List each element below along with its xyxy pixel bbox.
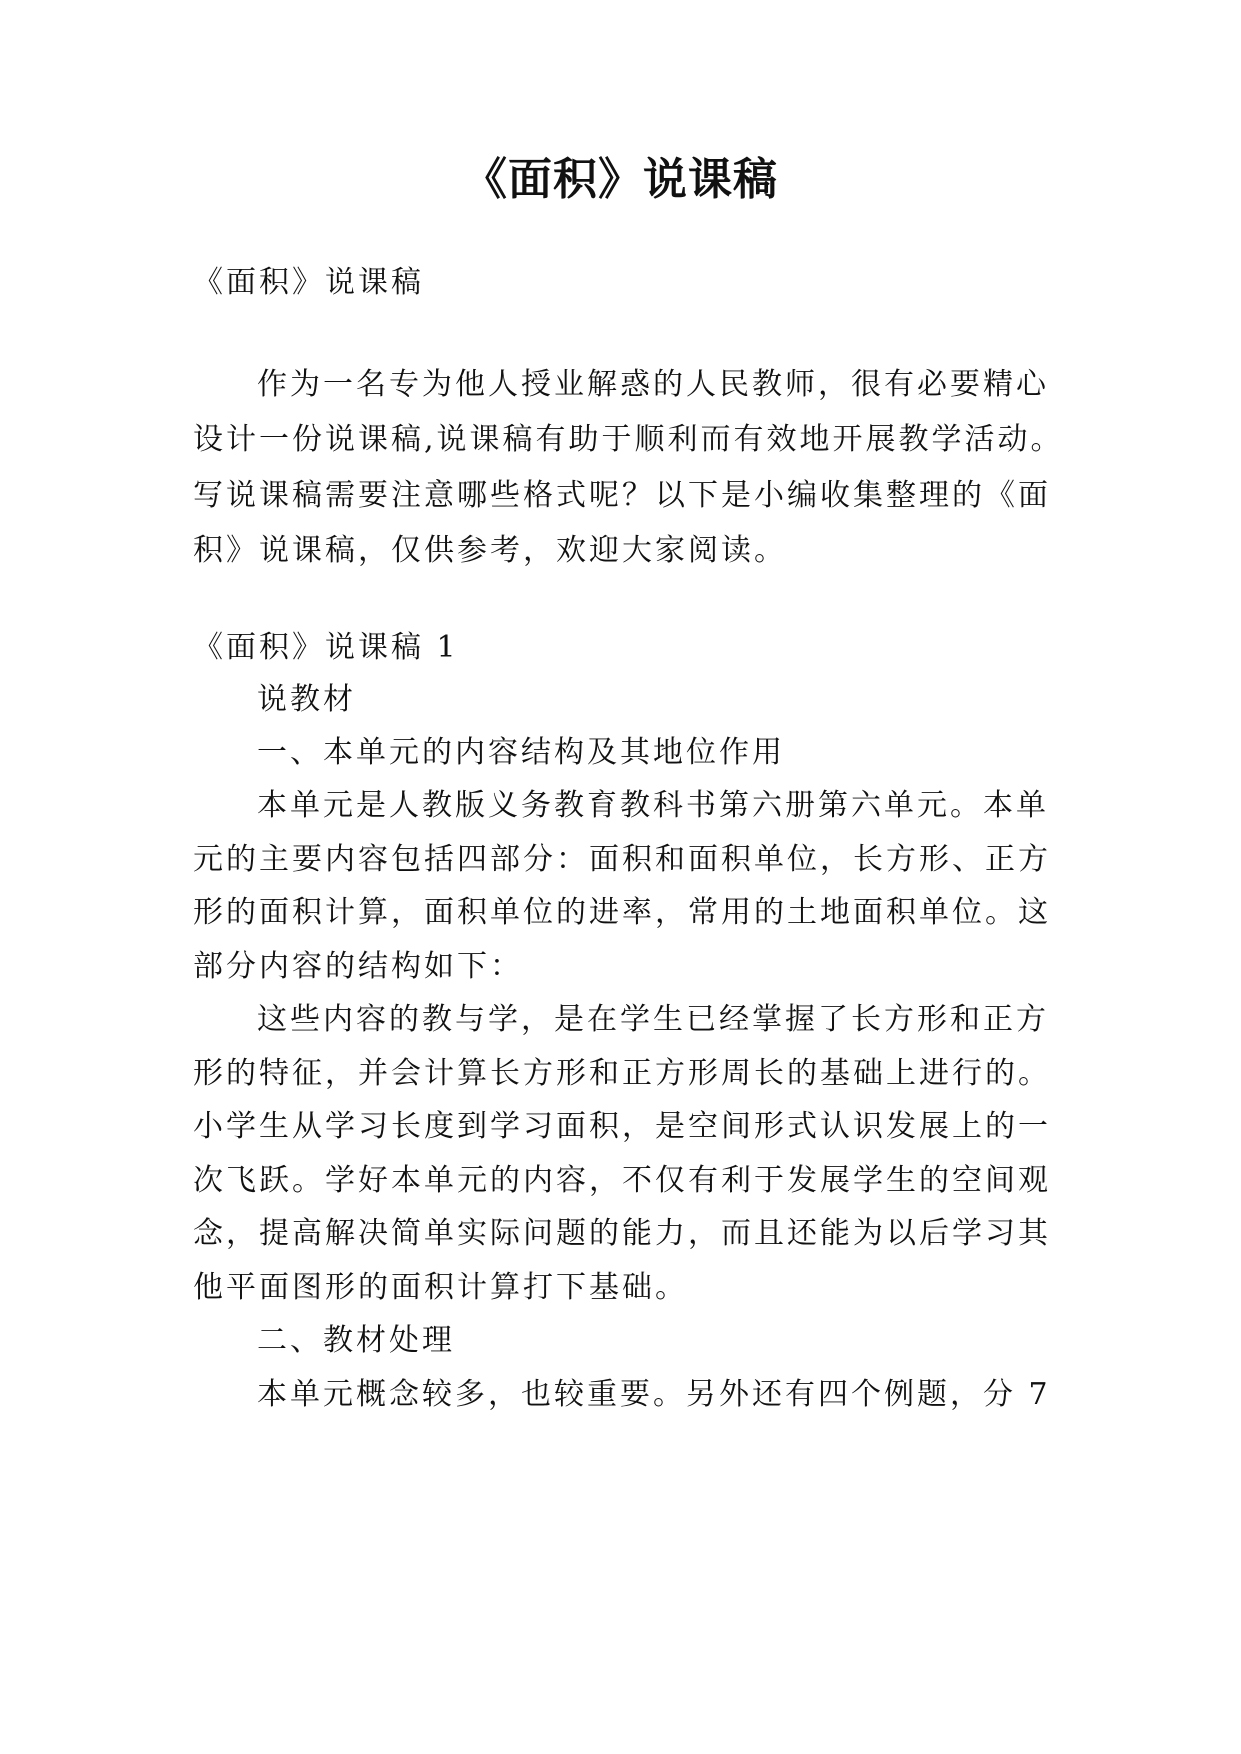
- intro-line-1: 作为一名专为他人授业解惑的人民教师，很有必要精心: [257, 367, 1049, 402]
- intro-line-4: 积》说课稿，仅供参考，欢迎大家阅读。: [193, 533, 787, 568]
- document-subtitle: 《面积》说课稿: [193, 265, 424, 300]
- para-2-line-3: 小学生从学习长度到学习面积，是空间形式认识发展上的一: [193, 1109, 1051, 1144]
- document-title: 《面积》说课稿: [463, 154, 778, 205]
- para-1-line-4: 部分内容的结构如下：: [193, 949, 523, 984]
- heading-1: 一、本单元的内容结构及其地位作用: [257, 735, 785, 770]
- para-1-line-3: 形的面积计算，面积单位的进率，常用的土地面积单位。这: [193, 895, 1051, 930]
- intro-line-2: 设计一份说课稿,说课稿有助于顺利而有效地开展教学活动。: [193, 422, 1064, 457]
- intro-line-3: 写说课稿需要注意哪些格式呢？以下是小编收集整理的《面: [193, 478, 1051, 513]
- para-3-line-1: 本单元概念较多，也较重要。另外还有四个例题，分 7: [257, 1377, 1051, 1412]
- para-2-line-6: 他平面图形的面积计算打下基础。: [193, 1270, 688, 1305]
- heading-textbook: 说教材: [257, 682, 356, 717]
- para-1-line-1: 本单元是人教版义务教育教科书第六册第六单元。本单: [257, 788, 1049, 823]
- para-1-line-2: 元的主要内容包括四部分：面积和面积单位，长方形、正方: [193, 842, 1051, 877]
- heading-2: 二、教材处理: [257, 1323, 455, 1358]
- section-title: 《面积》说课稿 1: [193, 630, 459, 665]
- para-2-line-5: 念，提高解决简单实际问题的能力，而且还能为以后学习其: [193, 1216, 1051, 1251]
- para-2-line-1: 这些内容的教与学，是在学生已经掌握了长方形和正方: [257, 1002, 1049, 1037]
- para-2-line-2: 形的特征，并会计算长方形和正方形周长的基础上进行的。: [193, 1056, 1051, 1091]
- para-2-line-4: 次飞跃。学好本单元的内容，不仅有利于发展学生的空间观: [193, 1163, 1051, 1198]
